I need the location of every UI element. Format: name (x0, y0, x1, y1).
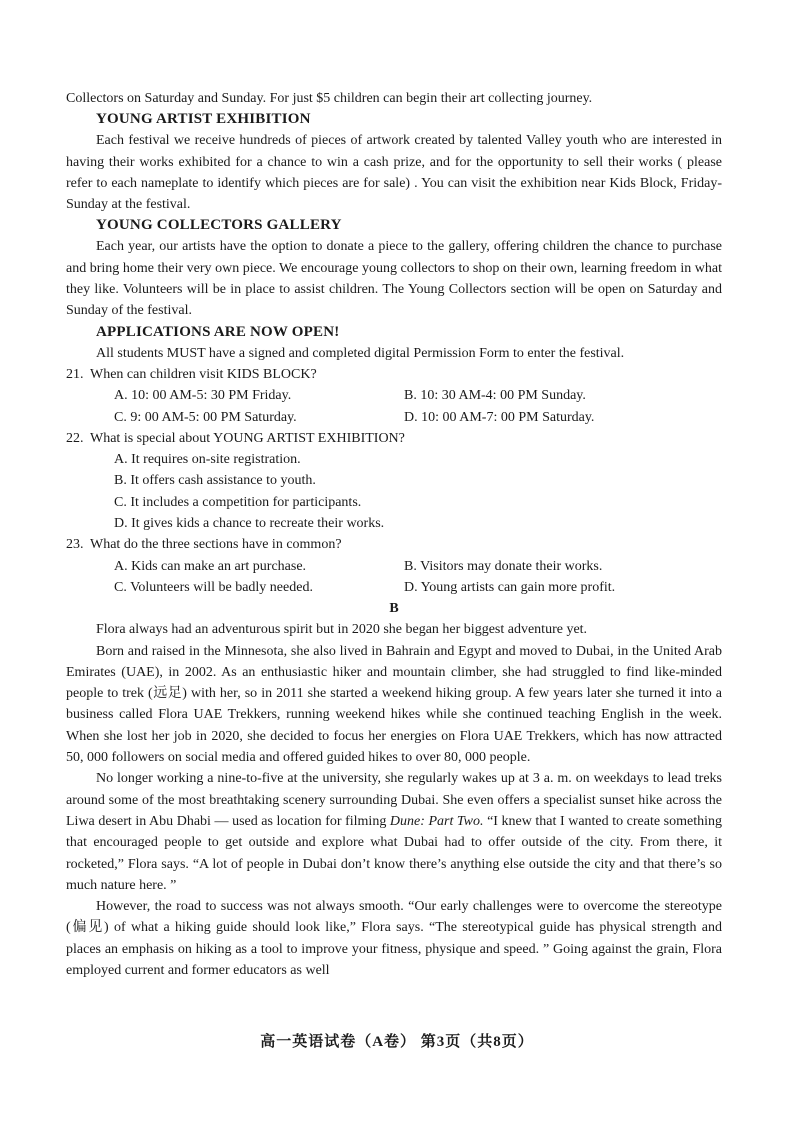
passage-paragraph: However, the road to success was not always smooth. “Our early challenges were to overcome the stereotype (偏见) of what a hiking guide should look like,” Flora says. “The stereotypical guide has physical strength and places an emphasis on hiking as a tool to improve your fitness, physique and speed. ” Going against the grain, Flora employed current and former educators as well (66, 899, 722, 978)
option-c[interactable]: C. Volunteers will be badly needed. (114, 579, 313, 595)
option-d[interactable]: D. 10: 00 AM-7: 00 PM Saturday. (404, 409, 595, 425)
section-b-label: B (389, 601, 399, 617)
option-b[interactable]: B. 10: 30 AM-4: 00 PM Sunday. (404, 388, 586, 404)
passage-b (66, 619, 722, 981)
section-body: Each festival we receive hundreds of pieces of artwork created by talented Valley youth who are interested in having their works exhibited for a chance to win a cash prize, and for the opportunity to sell their works ( please refer to each nameplate to identify which pieces are for sale) . You can visit the exhibition near Kids Block, Friday-Sunday at the festival. (66, 133, 722, 213)
passage-text: “I knew that I wanted to create something that encouraged people to get outside and explore what Dubai had to offer outside of the city. From there, it rocketed,” Flora says. “A lot of people in Dubai don’t know there’s anything else outside the city and that there’s so much nature here. ” (66, 813, 722, 893)
passage-text: No longer working a nine-to-five at the university, she regularly wakes up at 3 a. m. on weekdays to lead treks around some of the most breathtaking scenery surrounding Dubai. She even offers a specialist sunset hike across the Liwa desert in Abu Dhabi — used as location for filming (66, 771, 722, 829)
passage-paragraph (66, 768, 722, 896)
page-footer: 高一英语试卷（A卷） 第3页（共8页） (260, 1034, 534, 1050)
question-22 (66, 428, 722, 534)
question-23 (66, 534, 722, 598)
passage-paragraph: Born and raised in the Minnesota, she also lived in Bahrain and Egypt and moved to Dubai, in the United Arab Emirates (UAE), in 2002. As an enthusiastic hiker and mountain climber, she had struggled to find like-minded people to trek (远足) with her, so in 2011 she started a weekend hiking group. A few years later she turned it into a business called Flora UAE Trekkers, running weekend hikes while she continued teaching English in the week. When she lost her job in 2020, she decided to focus her energies on Flora UAE Trekkers, which has now attracted 50, 000 followers on social media and offered guided hikes to over 80, 000 people. (66, 643, 722, 766)
question-stem: When can children visit KIDS BLOCK? (90, 366, 317, 382)
question-number: 21. (66, 366, 84, 382)
intro-line: Collectors on Saturday and Sunday. For just $5 children can begin their art collecting journey. (66, 91, 593, 106)
question-number: 23. (66, 537, 84, 553)
option-b[interactable]: B. Visitors may donate their works. (404, 558, 603, 574)
section-young-artist-exhibition (66, 109, 722, 215)
section-applications (66, 322, 722, 364)
section-heading: YOUNG COLLECTORS GALLERY (96, 217, 342, 234)
film-title: Dune: Part Two. (389, 813, 484, 829)
question-21 (66, 364, 722, 428)
section-heading: APPLICATIONS ARE NOW OPEN! (96, 323, 340, 340)
option-b[interactable]: B. It offers cash assistance to youth. (114, 473, 316, 489)
option-d[interactable]: D. It gives kids a chance to recreate their works. (114, 516, 385, 532)
section-body: All students MUST have a signed and completed digital Permission Form to enter the festival. (96, 345, 625, 361)
option-a[interactable]: A. It requires on-site registration. (114, 452, 301, 468)
section-heading: YOUNG ARTIST EXHIBITION (96, 111, 311, 128)
option-a[interactable]: A. Kids can make an art purchase. (114, 558, 307, 574)
question-number: 22. (66, 430, 84, 446)
option-d[interactable]: D. Young artists can gain more profit. (404, 579, 616, 595)
question-stem: What do the three sections have in common? (90, 537, 342, 553)
section-young-collectors-gallery (66, 215, 722, 321)
section-body: Each year, our artists have the option to donate a piece to the gallery, offering children the chance to purchase and bring home their very own piece. We encourage young collectors to shop on their own, learning freedom in what they like. Volunteers will be in place to assist children. The Young Collectors section will be open on Saturday and Sunday of the festival. (66, 239, 722, 319)
question-stem: What is special about YOUNG ARTIST EXHIBITION? (90, 430, 405, 446)
option-c[interactable]: C. 9: 00 AM-5: 00 PM Saturday. (114, 409, 297, 425)
option-c[interactable]: C. It includes a competition for participants. (114, 494, 362, 510)
passage-paragraph: Flora always had an adventurous spirit but in 2020 she began her biggest adventure yet. (96, 622, 588, 638)
option-a[interactable]: A. 10: 00 AM-5: 30 PM Friday. (114, 388, 292, 404)
